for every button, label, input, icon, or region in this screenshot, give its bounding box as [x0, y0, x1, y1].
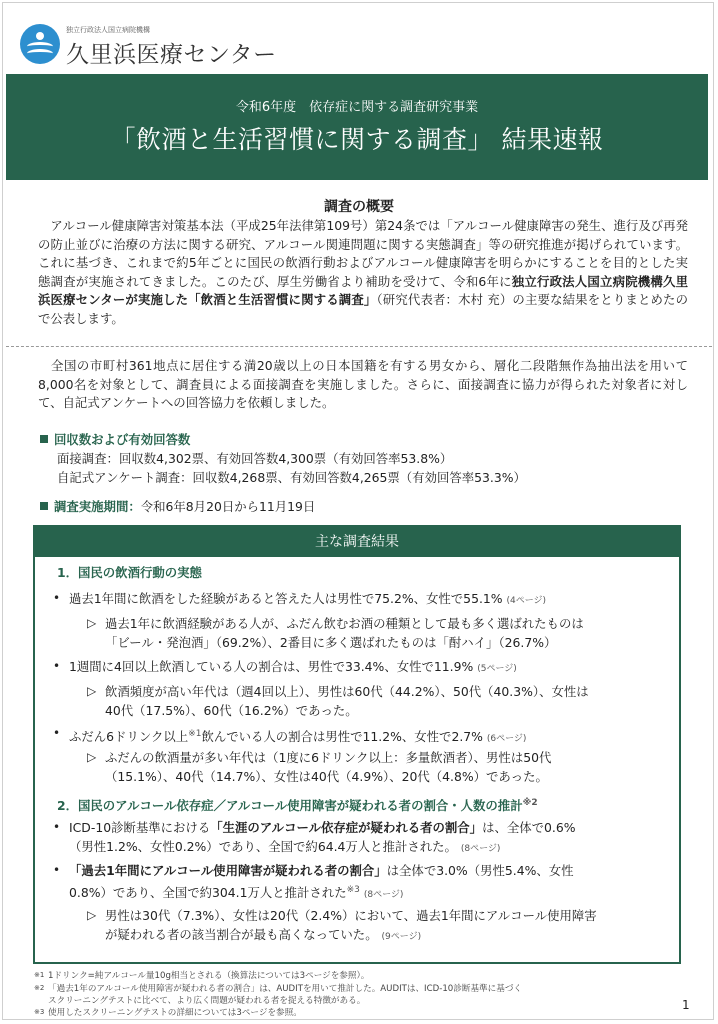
logo-name: 久里浜医療センター [66, 42, 277, 68]
arrow-icon: ▷ [87, 750, 97, 764]
page-title: 「飲酒と生活習慣に関する調査」 結果速報 [110, 125, 604, 154]
s2-b2-sub-line1: 男性は30代（7.3%）、女性は20代（2.4%）において、過去1年間にアルコール使用障害 [105, 908, 597, 923]
overview-heading: 調査の概要 [324, 199, 394, 215]
logo-org-label: 独立行政法人国立病院機構 [66, 26, 150, 34]
bullet-icon: • [53, 820, 61, 834]
arrow-icon: ▷ [87, 684, 97, 698]
s1-bullet-2: 1週間に4回以上飲酒している人の割合は、男性で33.4%、女性で11.9% (5ページ) [69, 659, 517, 674]
s1-b1-sub-line1: 過去1年に飲酒経験がある人が、ふだん飲むお酒の種類として最も多く選ばれたものは [105, 616, 584, 631]
page-ref: (8ページ) [363, 890, 404, 901]
s2-bullet-2: 「過去1年間にアルコール使用障害が疑われる者の割合」は全体で3.0%（男性5.4%、女性 [69, 863, 574, 878]
s1-b1-sub-line2: 「ビール・発泡酒」（69.2%）、2番目に多く選ばれたものは「酎ハイ」（26.7%） [105, 635, 557, 650]
interview-count: 面接調査：回収数4,302票、有効回答数4,300票（有効回答率53.8%） [57, 451, 453, 466]
s1-b3-sub-line2: （15.1%）、40代（14.7%）、女性は40代（4.9%）、20代（4.8%）であった。 [105, 769, 548, 784]
footnote-3: ※3 使用したスクリーニングテストの詳細については3ページを参照。 [34, 1008, 302, 1018]
s2-b2-sub-line2: が疑われる者の該当割合が最も高くなっていた。 (9ページ) [105, 927, 422, 942]
overview-emphasis: 独立行政法人国立病院機構久里浜医療センターが実施した「飲酒と生活習慣に関する調査」 [38, 273, 689, 308]
period-label: 調査実施期間：令和6年8月20日から11月19日 [40, 497, 315, 515]
responses-label: 回収数および有効回答数 [40, 430, 190, 448]
s1-b3-sub-line1: ふだんの飲酒量が多い年代は（1度に6ドリンク以上：多量飲酒者）、男性は50代 [105, 750, 552, 765]
footnote-2: ※2 「過去1年のアルコール使用障害が疑われる者の割合」は、AUDITを用いて推計した。AUDITは、ICD-10診断基準に基づく [34, 984, 523, 994]
wave-logo-icon [20, 24, 60, 64]
footnote-2-line2: スクリーニングテストに比べて、より広く問題が疑われる者を捉える特徴がある。 [48, 996, 366, 1006]
section-divider [6, 346, 712, 347]
s2-bullet-1: ICD-10診断基準における「生涯のアルコール依存症が疑われる者の割合」は、全体で0.6% [69, 820, 576, 835]
arrow-icon: ▷ [87, 616, 97, 630]
footnote-1: ※1 1ドリンク=純アルコール量10g相当とされる（換算法については3ページを参照）。 [34, 971, 370, 981]
square-bullet-icon [40, 435, 48, 443]
period-value: 令和6年8月20日から11月19日 [140, 499, 316, 514]
results-heading: 主な調査結果 [35, 527, 679, 557]
page-ref: (9ページ) [381, 932, 422, 942]
bullet-icon: • [53, 659, 61, 673]
s1-bullet-3: ふだん6ドリンク以上$^{※1}$飲んでいる人の割合は男性で11.2%、女性で2.7% (6ページ) [69, 729, 527, 745]
survey-method-paragraph: 全国の市町村361地点に居住する満20歳以上の日本国籍を有する男女から、層化二段階無作為抽出法を用いて8,000名を対象として、調査員による面接調査を実施しました。さらに、面接調査に協力が得られた対象者に対して、自記式アンケートへの回答協力を依頼しました。 [38, 358, 688, 411]
bullet-icon: • [53, 726, 61, 740]
s1-bullet-1: 過去1年間に飲酒をした経験があると答えた人は男性で75.2%、女性で55.1% (4ページ) [69, 591, 547, 606]
s2-bullet-2-line2: 0.8%）であり、全国で約304.1万人と推計された$^{※3}$ (8ページ) [69, 885, 404, 901]
page-ref: (5ページ) [477, 664, 517, 674]
s1-b2-sub-line2: 40代（17.5%）、60代（16.2%）であった。 [105, 703, 358, 718]
page-ref: (8ページ) [460, 844, 501, 854]
section-1-title: 1．国民の飲酒行動の実態 [57, 565, 202, 580]
bullet-icon: • [53, 863, 61, 877]
s2-bullet-1-line2: （男性1.2%、女性0.2%）であり、全国で約64.4万人と推計された。 (8ページ) [69, 839, 501, 854]
bullet-icon: • [53, 591, 61, 605]
s1-b2-sub-line1: 飲酒頻度が高い年代は（週4回以上）、男性は60代（44.2%）、50代（40.3%）、女性は [105, 684, 589, 699]
page-number: 1 [682, 998, 690, 1012]
title-banner [6, 74, 708, 180]
page-ref: (4ページ) [506, 596, 547, 606]
page-ref: (6ページ) [486, 734, 527, 745]
results-box [33, 525, 681, 964]
arrow-icon: ▷ [87, 908, 97, 922]
self-survey-count: 自記式アンケート調査：回収数4,268票、有効回答数4,265票（有効回答率53.3%） [57, 470, 526, 485]
banner-subtitle: 令和6年度 依存症に関する調査研究事業 [235, 100, 479, 115]
section-2-title: 2．国民のアルコール依存症／アルコール使用障害が疑われる者の割合・人数の推計$^{※2}$ [57, 798, 538, 814]
overview-paragraph: アルコール健康障害対策基本法（平成25年法律第109号）第24条では「アルコール健康障害の発生、進行及び再発の防止並びに治療の方法に関する研究、アルコール関連問題に関する実態調査」等の研究推進が掲げられています。これに基づき、これまで約5年ごとに国民の飲酒行動およびアルコール健康障害を明らかにすることを目的とした実態調査が実施されてきました。このたび、厚生労働省より補助を受けて、令和6年に独立行政法人国立病院機構久里浜医療センターが実施した「飲酒と生活習慣に関する調査」（研究代表者：木村 充）の主要な結果をとりまとめたので公表します。 [38, 218, 689, 326]
logo [20, 20, 280, 66]
square-bullet-icon [40, 502, 48, 510]
